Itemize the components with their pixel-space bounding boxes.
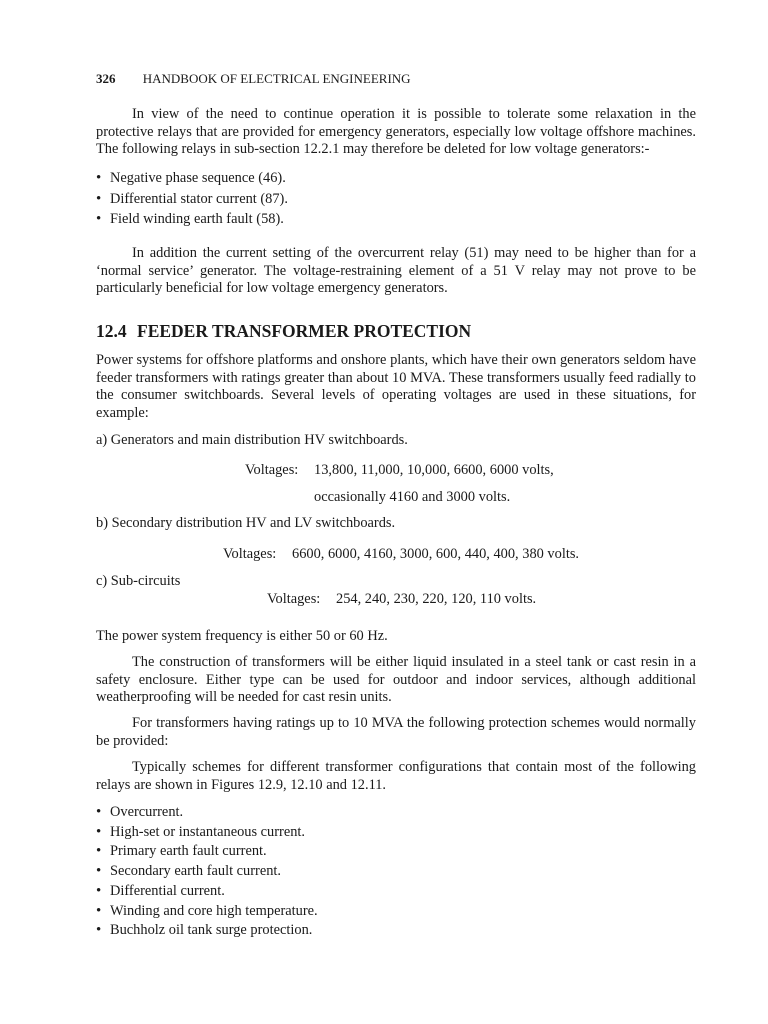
item-b-label: b) Secondary distribution HV and LV switchboards. [96, 515, 396, 531]
item-a-voltages-cont: occasionally 4160 and 3000 volts. [314, 489, 511, 505]
item-c-voltages [267, 591, 536, 609]
construction-paragraph: The construction of transformers will be either liquid insulated in a steel tank or cast resin in a safety enclosure. Either type can be used for outdoor and indoor services, although additional weatherproofing will be needed for cast resin units. [96, 654, 696, 705]
frequency-sentence: The power system frequency is either 50 or 60 Hz. [96, 628, 388, 644]
section-title: FEEDER TRANSFORMER PROTECTION [137, 321, 472, 341]
voltages-value: 6600, 6000, 4160, 3000, 600, 440, 400, 380 volts. [292, 546, 580, 562]
list-item: • Differential current. [96, 882, 318, 902]
list-item: • Differential stator current (87). [96, 189, 288, 210]
section-heading [96, 323, 471, 341]
list-item: • Buchholz oil tank surge protection. [96, 921, 318, 941]
running-header [96, 70, 411, 88]
section-number: 12.4 [96, 321, 127, 341]
ratings-paragraph: For transformers having ratings up to 10 MVA the following protection schemes would normally be provided: [96, 715, 696, 749]
overcurrent-paragraph: In addition the current setting of the overcurrent relay (51) may need to be higher than for a ‘normal service’ generator. The voltage-restraining element of a 51 V relay may not prove to be particularly beneficial for low voltage emergency generators. [96, 245, 696, 296]
schemes-paragraph: Typically schemes for different transformer configurations that contain most of the following relays are shown in Figures 12.9, 12.10 and 12.11. [96, 759, 696, 793]
list-item: • Winding and core high temperature. [96, 902, 318, 922]
voltages-label: Voltages: [267, 591, 321, 607]
page-number: 326 [96, 71, 116, 86]
list-item: • Primary earth fault current. [96, 842, 318, 862]
item-b-voltages [223, 546, 579, 564]
list-item: • Secondary earth fault current. [96, 862, 318, 882]
item-c-label: c) Sub-circuits [96, 573, 181, 589]
relay-deletion-list [96, 168, 288, 230]
voltages-value: 13,800, 11,000, 10,000, 6600, 6000 volts, [314, 462, 554, 478]
list-item: • Negative phase sequence (46). [96, 168, 288, 189]
list-item: • Field winding earth fault (58). [96, 209, 288, 230]
item-a-label: a) Generators and main distribution HV switchboards. [96, 432, 408, 448]
voltages-value: 254, 240, 230, 220, 120, 110 volts. [336, 591, 537, 607]
section-intro-paragraph: Power systems for offshore platforms and onshore plants, which have their own generators seldom have feeder transformers with ratings greater than about 10 MVA. These transformers usually feed radially to the consumer switchboards. Several levels of operating voltages are used in these situations, for example: [96, 352, 696, 421]
item-a-voltages [245, 462, 554, 480]
intro-paragraph: In view of the need to continue operation it is possible to tolerate some relaxation in the protective relays that are provided for emergency generators, especially low voltage offshore machines. The following relays in sub-section 12.2.1 may therefore be deleted for low voltage generators:- [96, 106, 696, 157]
protection-relays-list [96, 803, 318, 941]
running-title: HANDBOOK OF ELECTRICAL ENGINEERING [142, 71, 411, 86]
list-item: • Overcurrent. [96, 803, 318, 823]
voltages-label: Voltages: [223, 546, 277, 562]
list-item: • High-set or instantaneous current. [96, 823, 318, 843]
voltages-label: Voltages: [245, 462, 299, 478]
